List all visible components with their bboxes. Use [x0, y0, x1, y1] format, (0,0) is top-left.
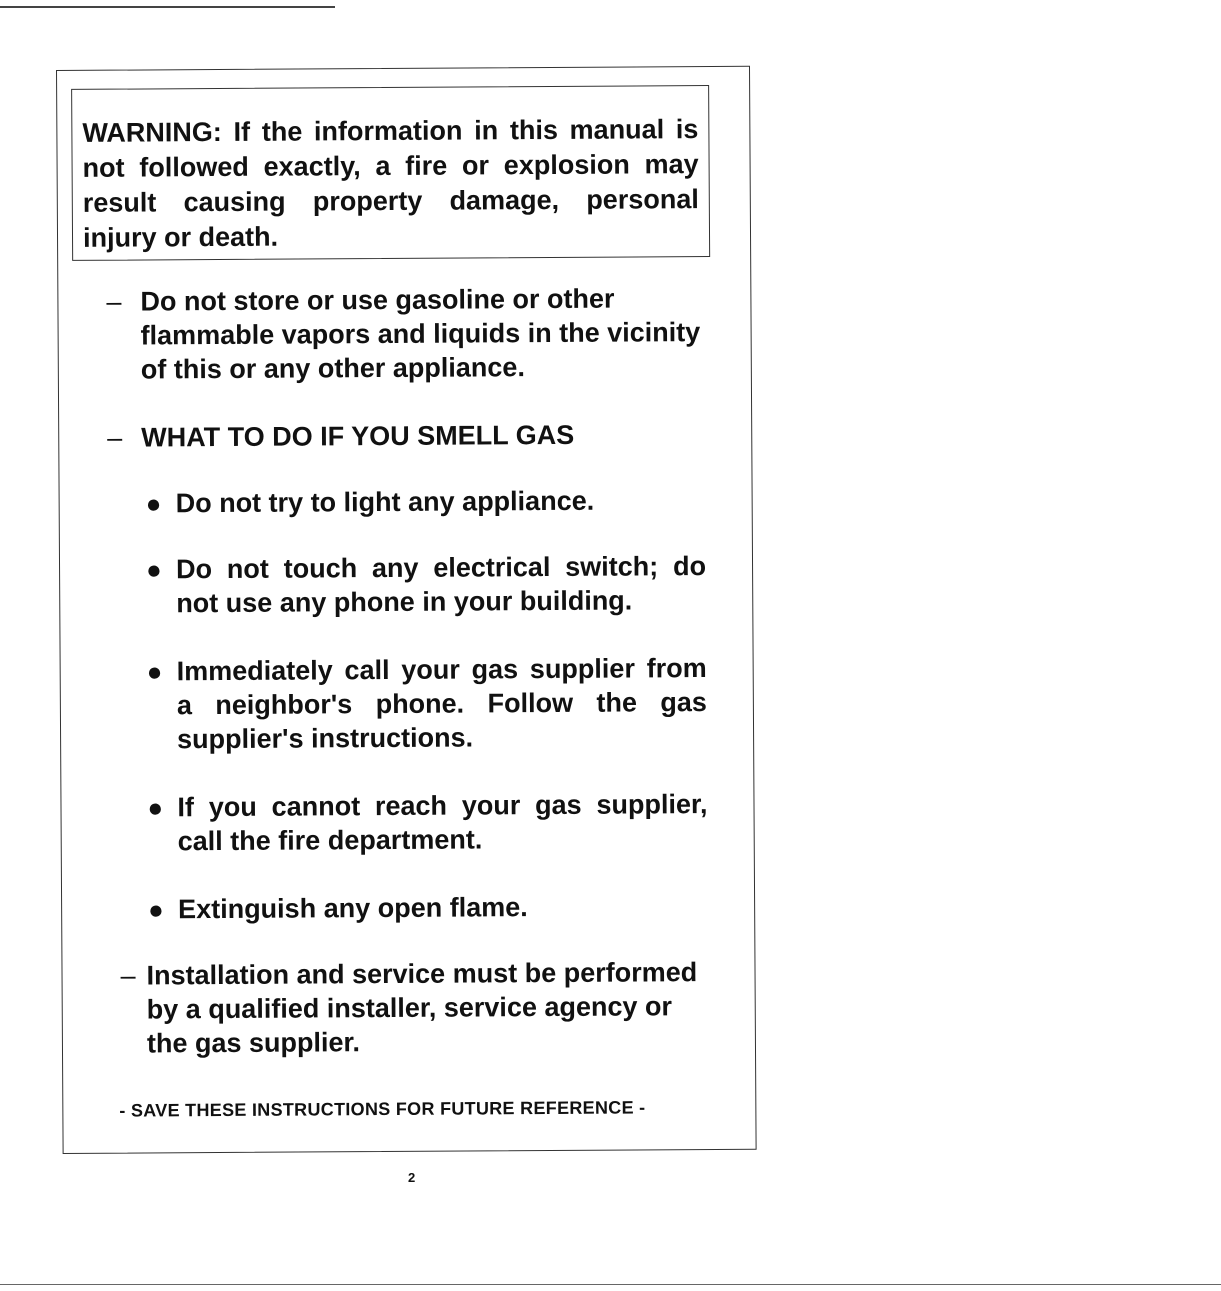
safety-notice-frame — [56, 66, 757, 1154]
bullet-text: If you cannot reach your gas supplier, call the fire department. — [177, 789, 708, 857]
dash-marker: – — [120, 960, 136, 991]
installation-text: Installation and service must be performed by a qualified installer, service agency or the gas supplier. — [146, 957, 698, 1059]
smell-gas-heading: WHAT TO DO IF YOU SMELL GAS — [141, 419, 575, 453]
bullet-text: Do not touch any electrical switch; do not use any phone in your building. — [175, 551, 707, 619]
bullet-text: Immediately call your gas supplier from a neighbor's phone. Follow the gas supplier's instructions. — [176, 653, 707, 755]
bullet-item — [147, 651, 708, 756]
dash-marker: – — [107, 422, 123, 453]
bullet-marker: ● — [146, 656, 163, 687]
dash-marker: – — [106, 286, 122, 317]
bullet-marker: ● — [147, 792, 164, 823]
warning-box — [71, 85, 710, 261]
bullet-item — [148, 889, 708, 926]
bullet-marker: ● — [145, 554, 162, 585]
bullet-marker: ● — [148, 894, 164, 925]
store-text: Do not store or use gasoline or other flammable vapors and liquids in the vicinity of this or any other appliance. — [140, 283, 701, 385]
bullet-item — [147, 787, 707, 858]
bullet-item — [146, 549, 706, 620]
bullet-item — [146, 483, 706, 520]
page-number: 2 — [408, 1170, 416, 1185]
bullet-text: Do not try to light any appliance. — [175, 485, 595, 519]
save-instructions-note: - SAVE THESE INSTRUCTIONS FOR FUTURE REFERENCE - — [119, 1097, 646, 1121]
bullet-marker: ● — [145, 488, 162, 519]
bullet-text: Extinguish any open flame. — [178, 892, 528, 925]
list-item-store — [106, 281, 719, 387]
list-item-installation — [120, 955, 721, 1061]
warning-text: WARNING: If the information in this manual is not followed exactly, a fire or explosion may result causing property damage, personal injury or death. — [82, 114, 699, 253]
bottom-rule — [0, 1284, 1221, 1285]
top-rule — [0, 6, 335, 8]
list-item-smell-gas — [107, 417, 719, 455]
